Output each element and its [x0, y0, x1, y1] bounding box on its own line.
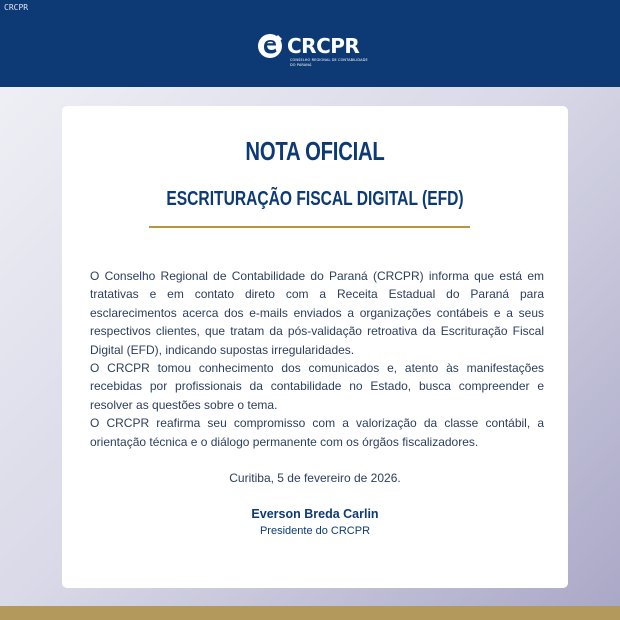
crcpr-logo — [256, 32, 376, 72]
corner-label: CRCPR — [4, 3, 29, 12]
date-line: Curitiba, 5 de fevereiro de 2026. — [229, 471, 401, 485]
notice-paragraph: O Conselho Regional de Contabilidade do Paraná (CRCPR) informa que está em tratativas e em contato direto com a Receita Estadual do Paraná para esclarecimentos acerca dos e-mails enviados a organizações contábeis e a seus respectivos clientes, que tratam da pós-validação retroativa da Escrituração Fiscal Digital (EFD), indicando supostas irregularidades. — [90, 269, 544, 357]
header-banner — [0, 0, 620, 87]
notice-card — [62, 106, 568, 588]
notice-paragraph: O CRCPR reafirma seu compromisso com a valorização da classe contábil, a orientação técnica e o diálogo permanente com os órgãos fiscalizadores. — [90, 416, 544, 449]
logo-wordmark: CRCPR — [287, 34, 360, 58]
signer-role: Presidente do CRCPR — [259, 525, 371, 537]
logo-subtext: CONSELHO REGIONAL DE CONTABILIDADE DO PARANÁ — [290, 58, 368, 67]
notice-title: NOTA OFICIAL — [245, 136, 385, 166]
notice-subtitle: ESCRITURAÇÃO FISCAL DIGITAL (EFD) — [166, 188, 464, 210]
footer-bar — [0, 606, 620, 620]
signer-name: Everson Breda Carlin — [251, 507, 379, 521]
title-divider — [149, 226, 470, 228]
crcpr-logo-mark-icon — [256, 32, 284, 60]
notice-paragraph: O CRCPR tomou conhecimento dos comunicados e, atento às manifestações recebidas por profissionais da contabilidade no Estado, busca compreender e resolver as questões sobre o tema. — [90, 361, 544, 412]
notice-body — [90, 267, 544, 451]
